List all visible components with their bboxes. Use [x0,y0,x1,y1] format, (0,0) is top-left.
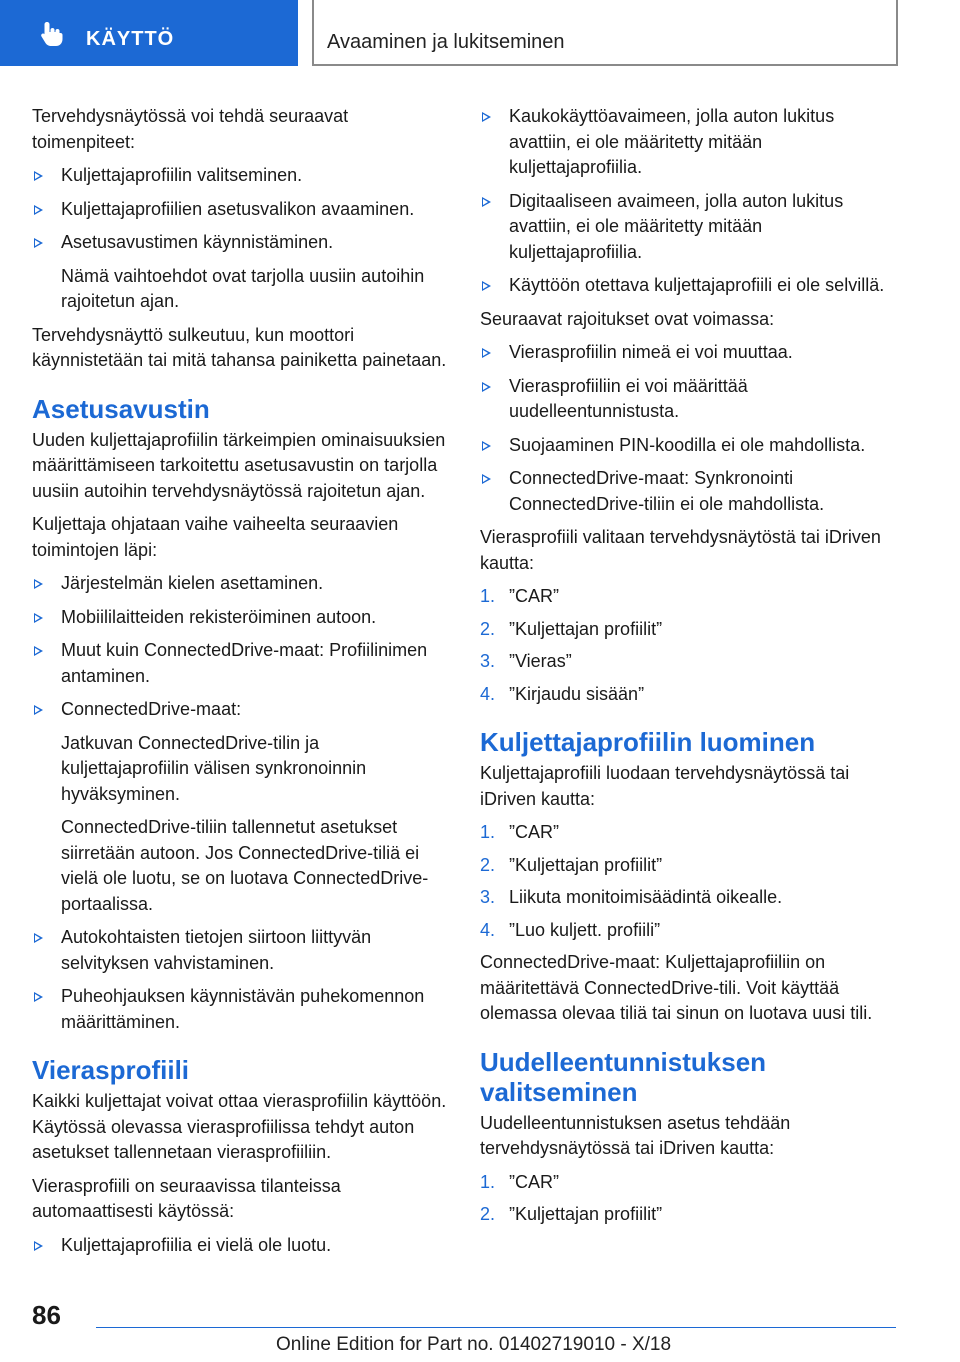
section-title: Avaaminen ja lukitseminen [327,31,565,53]
heading-setup-assistant: Asetusavustin [32,393,210,424]
triangle-bullet-icon [34,933,43,943]
step-item: 3. Liikuta monitoimisäädintä oikealle. [480,887,783,907]
list-item: Kuljettajaprofiilin valitseminen. [32,163,448,189]
list-item: Digitaaliseen avaimeen, jolla auton lukitus avattiin, ei ole määritetty mitään kuljettajaprofiilia. [480,189,896,266]
triangle-bullet-icon [34,992,43,1002]
triangle-bullet-icon [34,1241,43,1251]
triangle-bullet-icon [34,705,43,715]
right-column [480,104,896,1235]
select-intro: Vierasprofiili valitaan tervehdysnäytöstä tai iDriven kautta: [480,527,881,573]
step-item: 1. ”CAR” [480,586,559,606]
list-item: Suojaaminen PIN-koodilla ei ole mahdollista. [480,433,896,459]
restrictions-intro: Seuraavat rajoitukset ovat voimassa: [480,308,775,329]
recognition-intro: Uudelleentunnistuksen asetus tehdään tervehdysnäytössä tai iDriven kautta: [480,1112,791,1158]
hand-pointer-icon [38,20,68,48]
list-item: ConnectedDrive-maat: [32,697,448,723]
step-item: 2. ”Kuljettajan profiilit” [480,854,663,875]
guest-paragraph-2: Vierasprofiili on seuraavissa tilanteissa automaattisesti käytössä: [32,1175,341,1221]
list-item: Kuljettajaprofiilia ei vielä ole luotu. [32,1233,448,1259]
list-item: Autokohtaisten tietojen siirtoon liittyvän selvityksen vahvistaminen. [32,925,448,976]
list-item: ConnectedDrive-maat: Synkronointi ConnectedDrive-tiliin ei ole mahdollista. [480,466,896,517]
list-item: Vierasprofiilin nimeä ei voi muuttaa. [480,340,896,366]
triangle-bullet-icon [482,197,491,207]
triangle-bullet-icon [482,474,491,484]
step-item: 1. ”CAR” [480,1171,559,1192]
step-item: 3. ”Vieras” [480,651,572,671]
footer-edition: Online Edition for Part no. 01402719010 - X/18 [276,1334,672,1355]
list-subnote: ConnectedDrive-tiliin tallennetut asetukset siirretään autoon. Jos ConnectedDrive-tiliä ei vielä ole luotu, se on luotava ConnectedDrive-portaalissa. [61,817,429,914]
triangle-bullet-icon [482,382,491,392]
create-intro: Kuljettajaprofiili luodaan tervehdysnäytössä tai iDriven kautta: [480,763,850,809]
triangle-bullet-icon [482,112,491,122]
heading-guest-profile: Vierasprofiili [32,1055,190,1085]
create-note: ConnectedDrive-maat: Kuljettajaprofiiliin on määritettävä ConnectedDrive-tili. Voit käyttää olemassa olevaa tiliä tai sinun on luotava uusi tili. [480,952,873,1023]
triangle-bullet-icon [34,205,43,215]
list-subnote: Jatkuvan ConnectedDrive-tilin ja kuljettajaprofiilin välisen synkronoinnin hyväksyminen. [61,732,367,804]
guest-paragraph-1: Kaikki kuljettajat voivat ottaa vierasprofiilin käyttöön. Käytössä olevassa vierasprofiilissa tehdyt auton asetukset tallennetaan vierasprofiiliin. [32,1091,447,1162]
left-column [32,104,448,1266]
triangle-bullet-icon [34,613,43,623]
list-item: Vierasprofiiliin ei voi määrittää uudelleentunnistusta. [480,374,896,425]
chapter-tab[interactable] [0,0,298,66]
chapter-tab-label: KÄYTTÖ [86,28,175,50]
list-item: Kaukokäyttöavaimeen, jolla auton lukitus avattiin, ei ole määritetty mitään kuljettajaprofiilia. [480,104,896,181]
list-item: Muut kuin ConnectedDrive-maat: Profiilinimen antaminen. [32,638,448,689]
step-item: 2. ”Kuljettajan profiilit” [480,1204,663,1224]
triangle-bullet-icon [34,579,43,589]
triangle-bullet-icon [34,238,43,248]
triangle-bullet-icon [482,348,491,358]
step-item: 4. ”Kirjaudu sisään” [480,683,645,704]
page-header [0,0,960,66]
page-number: 86 [32,1300,61,1330]
heading-create-profile: Kuljettajaprofiilin luominen [480,727,816,757]
step-item: 1. ”CAR” [480,822,559,842]
footer-divider [96,1327,896,1328]
triangle-bullet-icon [34,171,43,181]
step-item: 4. ”Luo kuljett. profiili” [480,919,661,940]
step-item: 2. ”Kuljettajan profiilit” [480,618,663,639]
setup-paragraph-1: Uuden kuljettajaprofiilin tärkeimpien ominaisuuksien määrittämiseen tarkoitettu asetusavustin on tarjolla uusiin autoihin tervehdysnäytössä rajoitetun ajan. [32,429,446,501]
closing-paragraph: Tervehdysnäyttö sulkeutuu, kun moottori käynnistetään tai mitä tahansa painiketta painetaan. [32,324,447,370]
triangle-bullet-icon [482,281,491,291]
heading-recognition: Uudelleentunnistuksen valitseminen [480,1046,767,1107]
list-item: Kuljettajaprofiilien asetusvalikon avaaminen. [32,197,448,223]
list-item: Puheohjauksen käynnistävän puhekomennon määrittäminen. [32,984,448,1035]
triangle-bullet-icon [34,646,43,656]
list-subnote: Nämä vaihtoehdot ovat tarjolla uusiin autoihin rajoitetun ajan. [61,265,425,311]
list-item: Mobiililaitteiden rekisteröiminen autoon. [32,605,448,631]
intro-paragraph: Tervehdysnäytössä voi tehdä seuraavat toimenpiteet: [32,106,349,152]
list-item: Järjestelmän kielen asettaminen. [32,571,448,597]
triangle-bullet-icon [482,441,491,451]
section-header [312,0,898,66]
list-item: Käyttöön otettava kuljettajaprofiili ei ole selvillä. [480,273,896,299]
setup-paragraph-2: Kuljettaja ohjataan vaihe vaiheelta seuraavien toimintojen läpi: [32,514,399,560]
list-item: Asetusavustimen käynnistäminen. [32,230,448,256]
